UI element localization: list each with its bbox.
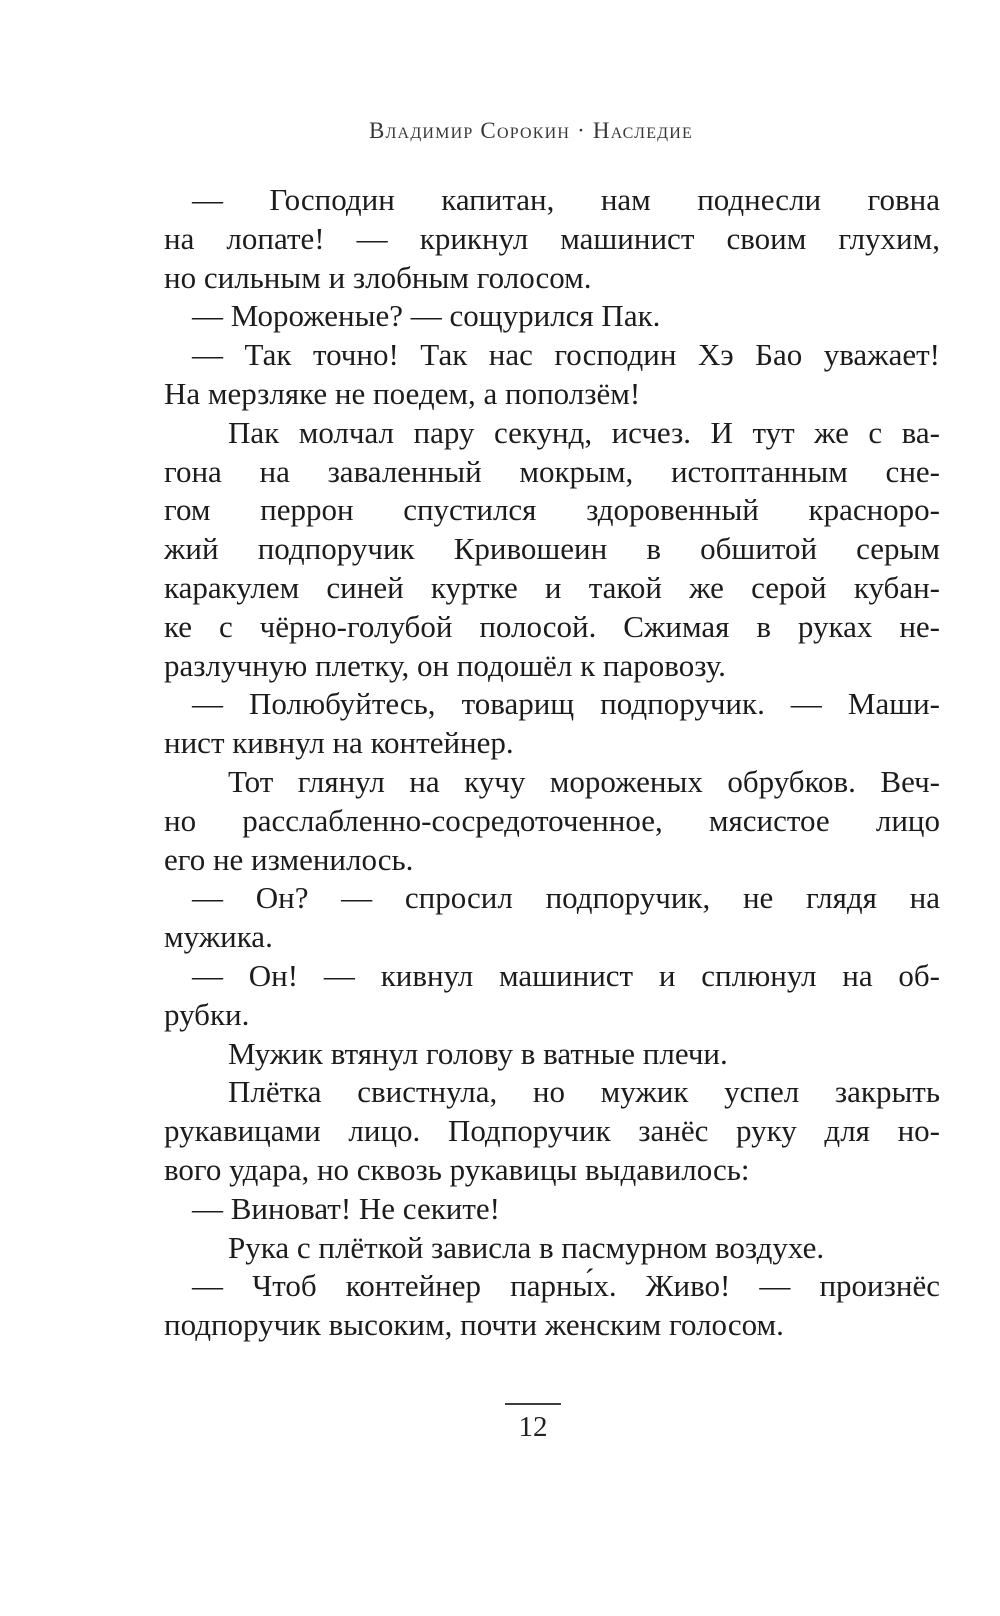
text-line: На мерзляке не поедем, а поползём!: [164, 375, 641, 411]
page-body-text: [164, 181, 940, 1345]
text-line: но сильным и злобным голосом.: [164, 259, 592, 295]
text-line: рукавицами лицо. Подпоручик занёс руку для но-: [164, 1113, 940, 1149]
text-line: — Виноват! Не секите!: [192, 1190, 500, 1226]
text-line: Плётка свистнула, но мужик успел закрыть: [228, 1074, 940, 1110]
page-number: [0, 1410, 1000, 1444]
text-line: подпоручик высоким, почти женским голосом.: [164, 1307, 784, 1343]
running-header-text: Владимир Сорокин · Наследие: [368, 118, 694, 143]
text-line: вого удара, но сквозь рукавицы выдавилось:: [164, 1151, 750, 1187]
text-line: Пак молчал пару секунд, исчез. И тут же с ва-: [228, 414, 940, 450]
text-line: его не изменилось.: [164, 841, 414, 877]
text-line: — Он? — спросил подпоручик, не глядя на: [192, 880, 940, 916]
text-line: Мужик втянул голову в ватные плечи.: [228, 1035, 728, 1071]
footer-divider: [505, 1403, 561, 1405]
text-line: но расслабленно-сосредоточенное, мясистое лицо: [164, 802, 940, 838]
text-line: — Мороженые? — сощурился Пак.: [192, 298, 661, 334]
text-line: — Полюбуйтесь, товарищ подпоручик. — Маши-: [192, 686, 940, 722]
text-line: каракулем синей куртке и такой же серой кубан-: [164, 569, 940, 605]
text-line: — Так точно! Так нас господин Хэ Бао уважает!: [192, 337, 940, 373]
text-line: Тот глянул на кучу мороженых обрубков. Веч-: [228, 763, 940, 799]
text-line: ке с чёрно-голубой полосой. Сжимая в руках не-: [164, 608, 940, 644]
page-number-text: 12: [518, 1411, 548, 1443]
text-line: Рука с плёткой зависла в пасмурном воздухе.: [228, 1229, 825, 1265]
text-line: — Чтоб контейнер парны́х. Живо! — произнёс: [192, 1268, 940, 1304]
text-line: на лопате! — крикнул машинист своим глухим,: [164, 220, 940, 256]
text-line: гом перрон спустился здоровенный красноро-: [164, 492, 940, 528]
text-line: — Господин капитан, нам поднесли говна: [192, 182, 940, 217]
running-header: [0, 116, 1000, 146]
text-line: мужика.: [164, 919, 273, 955]
text-line: рубки.: [164, 996, 250, 1032]
text-line: — Он! — кивнул машинист и сплюнул на об-: [192, 957, 940, 993]
text-line: гона на заваленный мокрым, истоптанным сне-: [164, 453, 940, 489]
text-line: нист кивнул на контейнер.: [164, 725, 514, 761]
text-line: жий подпоручик Кривошеин в обшитой серым: [164, 531, 940, 567]
text-line: разлучную плетку, он подошёл к паровозу.: [164, 647, 726, 683]
